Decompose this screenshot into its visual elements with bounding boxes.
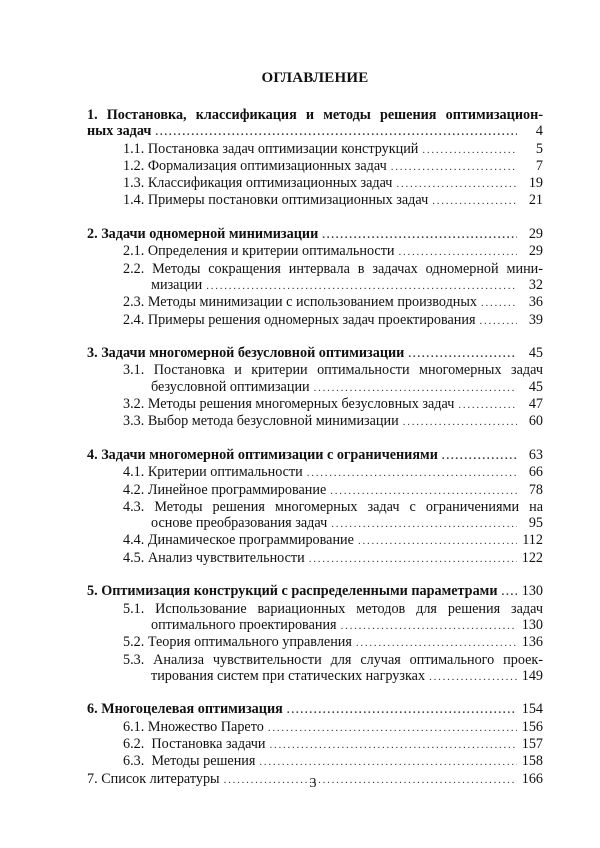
toc-item-text: 6.1. Множество Парето: [123, 718, 264, 735]
toc-section-6: [87, 701, 543, 787]
toc-heading[interactable]: [87, 345, 543, 362]
dot-leader: [480, 313, 517, 329]
toc-page-number: 95: [528, 515, 543, 532]
toc-item-text: 2.4. Примеры решения одномерных задач проектирования: [123, 311, 476, 328]
toc-item[interactable]: [87, 464, 543, 481]
toc-item-line[interactable]: 5.3. Анализа чувствительности для случая оптимального проек-: [123, 651, 543, 668]
page-title: ОГЛАВЛЕНИЕ: [261, 70, 369, 86]
toc-section-2: [87, 226, 543, 329]
toc-item[interactable]: [87, 192, 543, 209]
dot-leader: [155, 124, 517, 140]
toc-item[interactable]: [87, 719, 543, 736]
toc-item-text: 4.5. Анализ чувствительности: [123, 549, 305, 566]
toc-page-number: 158: [521, 753, 543, 770]
dot-leader: [287, 702, 517, 718]
toc-item-text: 7. Список литературы: [87, 770, 220, 787]
toc-item-line[interactable]: 2.2. Методы сокращения интервала в задачах одномерной мини-: [123, 260, 543, 277]
dot-leader: [309, 551, 517, 567]
dot-leader: [206, 278, 517, 294]
toc-page-number: 29: [528, 243, 543, 260]
toc-item[interactable]: [87, 753, 543, 770]
toc-item[interactable]: [87, 175, 543, 192]
dot-leader: [408, 346, 517, 362]
toc-item-text: основе преобразования задач: [151, 515, 328, 532]
toc-item-text: 3.2. Методы решения многомерных безусловных задач: [123, 396, 455, 413]
toc-section-1: [87, 107, 543, 210]
toc-item-text: безусловной оптимизации: [151, 378, 310, 395]
toc-item[interactable]: [87, 668, 543, 685]
toc-heading[interactable]: [87, 583, 543, 600]
toc-page-number: 66: [528, 464, 543, 481]
toc-item[interactable]: [87, 294, 543, 311]
toc-item-text: оптимального проектирования: [151, 616, 337, 633]
toc-page-number: 19: [528, 175, 543, 192]
toc-item-text: 1.2. Формализация оптимизационных задач: [123, 157, 387, 174]
toc-item[interactable]: [87, 634, 543, 651]
dot-leader: [259, 754, 517, 770]
toc-item[interactable]: [87, 413, 543, 430]
dot-leader: [307, 465, 517, 481]
dot-leader: [432, 193, 517, 209]
toc-page-number: 29: [528, 226, 543, 243]
toc-page-number: 122: [521, 549, 543, 566]
toc-page-number: 4: [535, 123, 543, 140]
dot-leader: [268, 720, 517, 736]
toc-heading-line[interactable]: 1. Постановка, классификация и методы решения оптимизацион-: [87, 107, 543, 123]
toc-item[interactable]: [87, 277, 543, 294]
dot-leader: [356, 635, 517, 651]
toc-page-number: 136: [521, 634, 543, 651]
dot-leader: [358, 533, 517, 549]
toc-page-number: 166: [521, 770, 543, 787]
toc-section-4: [87, 447, 543, 567]
toc-heading-text: 2. Задачи одномерной минимизации: [87, 226, 319, 243]
toc-item-text: 4.1. Критерии оптимальности: [123, 464, 303, 481]
toc-item-text: тирования систем при статических нагрузках: [151, 667, 426, 684]
toc-item[interactable]: [87, 243, 543, 260]
toc-section-5: [87, 583, 543, 685]
toc-item-text: 3.3. Выбор метода безусловной минимизации: [123, 413, 399, 430]
toc-item[interactable]: [87, 312, 543, 329]
toc-item-text: 2.3. Методы минимизации с использованием производных: [123, 294, 478, 311]
toc-heading[interactable]: [87, 701, 543, 718]
toc-item[interactable]: [87, 379, 543, 396]
toc-item-line[interactable]: 5.1. Использование вариационных методов для решения задач: [123, 600, 543, 617]
dot-leader: [330, 483, 517, 499]
toc-heading-text: 4. Задачи многомерной оптимизации с ограничениями: [87, 446, 438, 463]
dot-leader: [442, 448, 517, 464]
dot-leader: [481, 295, 517, 311]
toc-page-number: 156: [521, 718, 543, 735]
dot-leader: [391, 159, 517, 175]
toc-item[interactable]: [87, 617, 543, 634]
toc-heading-text: ных задач: [87, 123, 152, 140]
toc-item-text: 5.2. Теория оптимального управления: [123, 634, 352, 651]
dot-leader: [322, 227, 517, 243]
toc-page-number: 39: [528, 311, 543, 328]
toc-item-text: 4.2. Линейное программирование: [123, 481, 327, 498]
toc-item-text: 6.3. Методы решения: [123, 753, 256, 770]
toc-page-number: 78: [528, 481, 543, 498]
toc-item-text: 4.4. Динамическое программирование: [123, 532, 354, 549]
toc-item-text: 1.1. Постановка задач оптимизации конструкций: [123, 140, 419, 157]
toc-heading[interactable]: [87, 226, 543, 243]
toc-item[interactable]: [87, 158, 543, 175]
toc-item-text: 1.3. Классификация оптимизационных задач: [123, 175, 393, 192]
page-number: 3: [309, 776, 317, 791]
toc-item[interactable]: [87, 482, 543, 499]
toc-page-number: 45: [528, 378, 543, 395]
toc-page-number: 63: [528, 446, 543, 463]
toc-heading[interactable]: [87, 447, 543, 464]
toc-item-text: 2.1. Определения и критерии оптимальности: [123, 243, 395, 260]
toc-page-number: 157: [521, 735, 543, 752]
dot-leader: [331, 516, 517, 532]
toc-heading[interactable]: [87, 123, 543, 140]
toc-page-number: 149: [521, 667, 543, 684]
toc-page-number: 21: [528, 192, 543, 209]
toc-page-number: 130: [521, 583, 543, 600]
toc-item[interactable]: [87, 141, 543, 158]
toc-heading-text: 5. Оптимизация конструкций с распределенными параметрами: [87, 583, 498, 600]
toc-item-line[interactable]: 4.3. Методы решения многомерных задач с ограничениями на: [123, 498, 543, 515]
dot-leader: [403, 414, 517, 430]
toc-page-number: 47: [528, 396, 543, 413]
toc-page-number: 32: [528, 276, 543, 293]
toc-page-number: 5: [535, 140, 543, 157]
toc-page-number: 7: [535, 157, 543, 174]
toc-item[interactable]: [87, 396, 543, 413]
toc-heading-text: 3. Задачи многомерной безусловной оптимизации: [87, 345, 405, 362]
dot-leader: [399, 244, 517, 260]
toc-item-text: 1.4. Примеры постановки оптимизационных задач: [123, 192, 429, 209]
dot-leader: [422, 142, 517, 158]
toc-item[interactable]: [87, 515, 543, 532]
toc-item[interactable]: [87, 550, 543, 567]
toc-page-number: 45: [528, 345, 543, 362]
dot-leader: [270, 737, 517, 753]
toc-page-number: 112: [522, 532, 543, 549]
toc-item-line[interactable]: 3.1. Постановка и критерии оптимальности многомерных задач: [123, 362, 543, 379]
dot-leader: [429, 669, 517, 685]
toc-page-number: 154: [521, 701, 543, 718]
dot-leader: [314, 380, 517, 396]
table-of-contents: [87, 107, 543, 788]
toc-item-text: мизации: [151, 276, 203, 293]
toc-item[interactable]: [87, 532, 543, 549]
dot-leader: [458, 397, 517, 413]
toc-heading-text: 6. Многоцелевая оптимизация: [87, 701, 283, 718]
dot-leader: [341, 618, 517, 634]
toc-page-number: 36: [528, 294, 543, 311]
toc-item-text: 6.2. Постановка задачи: [123, 735, 266, 752]
dot-leader: [502, 584, 517, 600]
toc-item[interactable]: [87, 736, 543, 753]
dot-leader: [396, 176, 517, 192]
toc-section-3: [87, 345, 543, 430]
toc-page-number: 60: [528, 413, 543, 430]
toc-page-number: 130: [521, 616, 543, 633]
